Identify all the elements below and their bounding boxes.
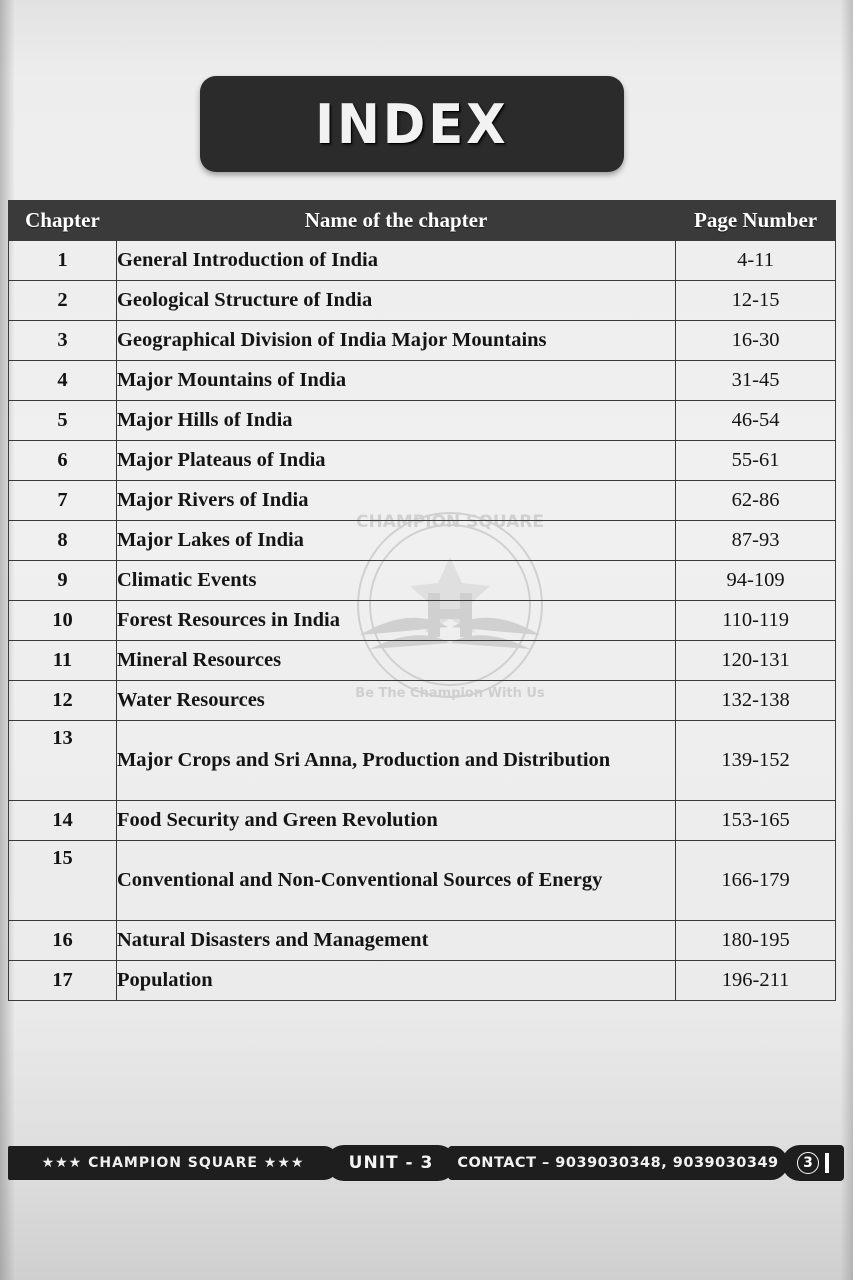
table-header-row (9, 201, 836, 241)
table-row (9, 361, 836, 401)
footer-page-bar (825, 1153, 829, 1173)
cell-chapter-number: 2 (9, 281, 117, 321)
table-row (9, 601, 836, 641)
cell-page-range: 46-54 (676, 401, 836, 441)
table-row (9, 681, 836, 721)
cell-page-range: 166-179 (676, 841, 836, 921)
table-row (9, 561, 836, 601)
cell-chapter-name: Natural Disasters and Management (116, 921, 675, 961)
cell-page-range: 4-11 (676, 241, 836, 281)
cell-chapter-number: 13 (9, 721, 117, 801)
cell-chapter-number: 16 (9, 921, 117, 961)
cell-page-range: 153-165 (676, 801, 836, 841)
cell-chapter-number: 3 (9, 321, 117, 361)
cell-chapter-number: 4 (9, 361, 117, 401)
cell-chapter-name: Major Crops and Sri Anna, Production and Distribution (116, 721, 675, 801)
cell-chapter-number: 8 (9, 521, 117, 561)
cell-chapter-number: 7 (9, 481, 117, 521)
column-header-page-number: Page Number (676, 201, 836, 241)
cell-chapter-name: Water Resources (116, 681, 675, 721)
cell-chapter-name: Food Security and Green Revolution (116, 801, 675, 841)
cell-page-range: 180-195 (676, 921, 836, 961)
cell-page-range: 110-119 (676, 601, 836, 641)
page-title-banner (200, 76, 624, 172)
cell-page-range: 31-45 (676, 361, 836, 401)
page-footer (0, 1146, 853, 1190)
cell-page-range: 132-138 (676, 681, 836, 721)
table-row (9, 401, 836, 441)
footer-page-number-value: 3 (797, 1152, 819, 1174)
watermark-top-text: CHAMPION SQUARE (356, 512, 544, 532)
table-row (9, 641, 836, 681)
watermark-bottom-text: Be The Champion With Us (355, 686, 545, 701)
cell-page-range: 139-152 (676, 721, 836, 801)
cell-chapter-number: 6 (9, 441, 117, 481)
table-row (9, 721, 836, 801)
table-row (9, 321, 836, 361)
table-row (9, 841, 836, 921)
footer-brand: ★★★ CHAMPION SQUARE ★★★ (8, 1146, 338, 1180)
cell-page-range: 87-93 (676, 521, 836, 561)
cell-chapter-name: Conventional and Non-Conventional Sources of Energy (116, 841, 675, 921)
table-row (9, 521, 836, 561)
cell-page-range: 120-131 (676, 641, 836, 681)
cell-chapter-number: 12 (9, 681, 117, 721)
cell-chapter-number: 10 (9, 601, 117, 641)
table-row (9, 921, 836, 961)
cell-chapter-number: 1 (9, 241, 117, 281)
cell-page-range: 62-86 (676, 481, 836, 521)
cell-chapter-name: Forest Resources in India (116, 601, 675, 641)
cell-chapter-name: Major Mountains of India (116, 361, 675, 401)
cell-page-range: 94-109 (676, 561, 836, 601)
table-row (9, 481, 836, 521)
cell-chapter-number: 15 (9, 841, 117, 921)
cell-chapter-number: 17 (9, 961, 117, 1001)
cell-chapter-name: Population (116, 961, 675, 1001)
cell-chapter-name: Mineral Resources (116, 641, 675, 681)
cell-chapter-name: General Introduction of India (116, 241, 675, 281)
page-title: INDEX (315, 92, 509, 156)
table-row (9, 241, 836, 281)
footer-unit: UNIT - 3 (326, 1145, 456, 1181)
cell-chapter-number: 11 (9, 641, 117, 681)
index-table (8, 200, 836, 1001)
table-row (9, 801, 836, 841)
cell-page-range: 12-15 (676, 281, 836, 321)
cell-chapter-name: Major Lakes of India (116, 521, 675, 561)
cell-chapter-number: 14 (9, 801, 117, 841)
footer-page-number (782, 1145, 844, 1181)
column-header-name: Name of the chapter (116, 201, 675, 241)
column-header-chapter: Chapter (9, 201, 117, 241)
cell-chapter-number: 9 (9, 561, 117, 601)
cell-chapter-number: 5 (9, 401, 117, 441)
table-row (9, 281, 836, 321)
cell-chapter-name: Major Plateaus of India (116, 441, 675, 481)
cell-chapter-name: Geographical Division of India Major Mountains (116, 321, 675, 361)
cell-page-range: 55-61 (676, 441, 836, 481)
cell-chapter-name: Major Hills of India (116, 401, 675, 441)
cell-page-range: 16-30 (676, 321, 836, 361)
cell-chapter-name: Climatic Events (116, 561, 675, 601)
cell-chapter-name: Major Rivers of India (116, 481, 675, 521)
cell-chapter-name: Geological Structure of India (116, 281, 675, 321)
table-row (9, 961, 836, 1001)
footer-contact: CONTACT – 9039030348, 9039030349 (448, 1146, 788, 1180)
cell-page-range: 196-211 (676, 961, 836, 1001)
table-row (9, 441, 836, 481)
